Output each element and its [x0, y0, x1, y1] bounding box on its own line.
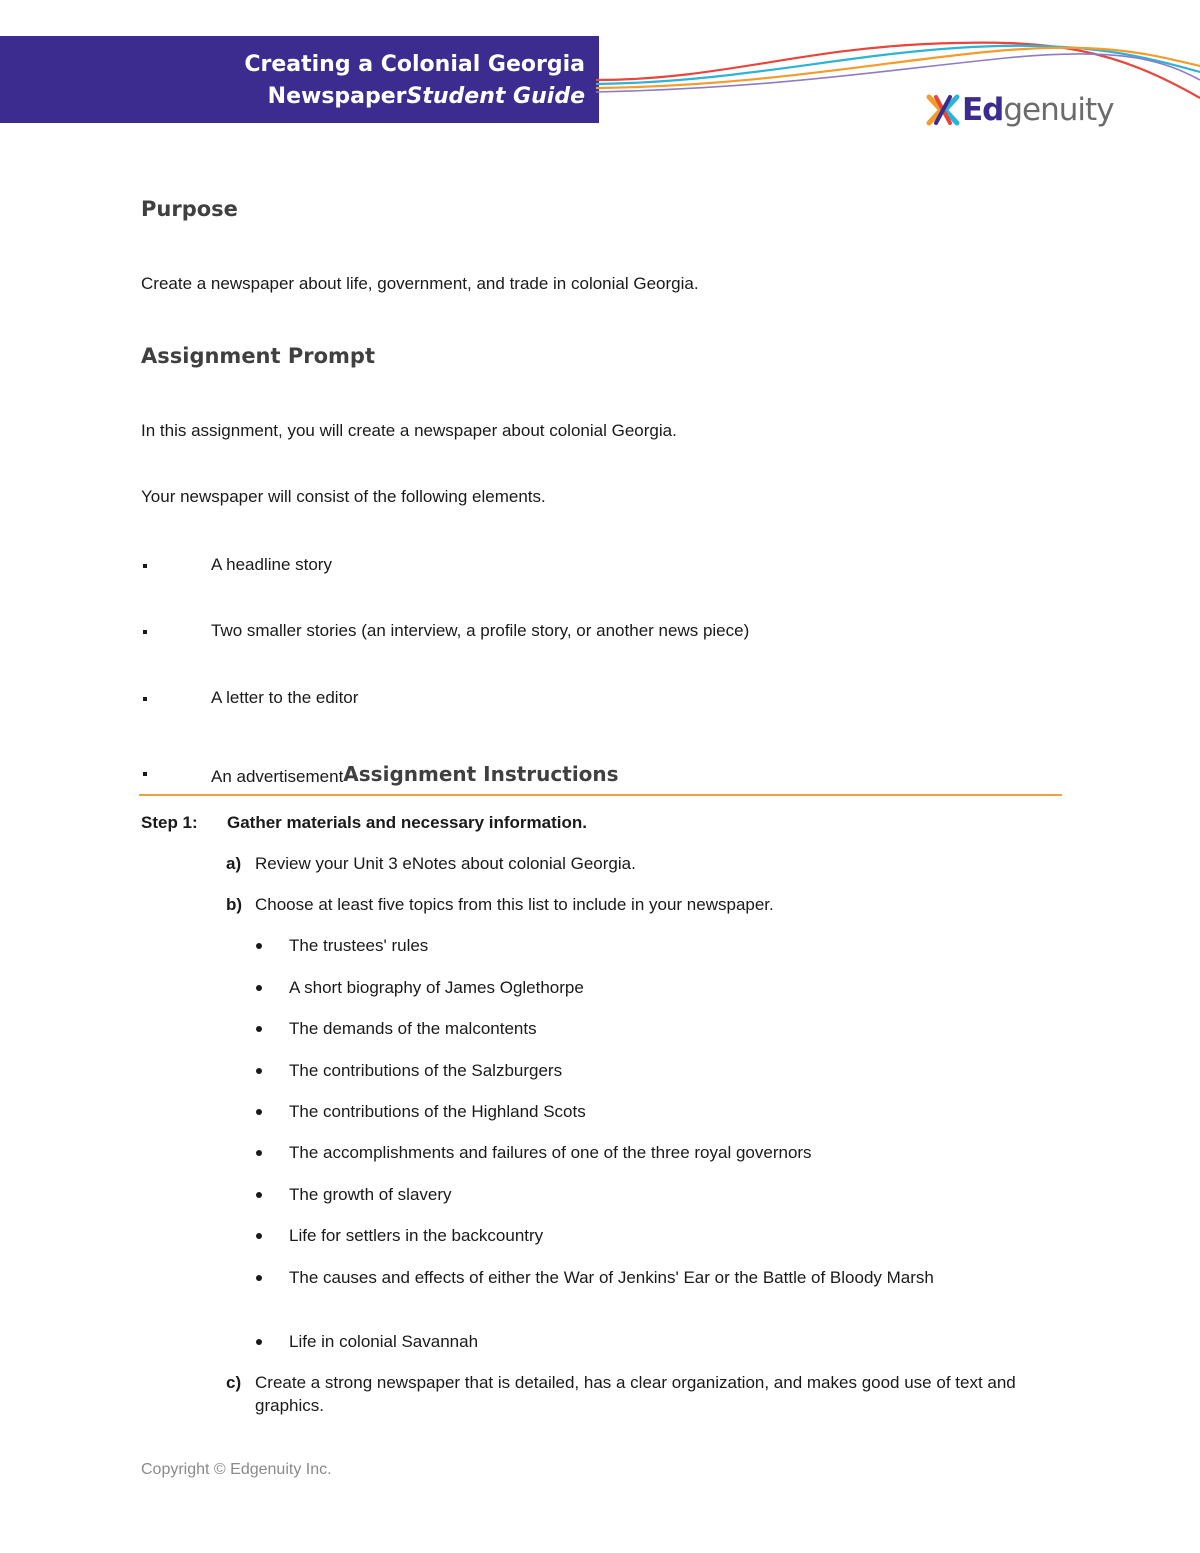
sub-item-text: Choose at least five topics from this list to include in your newspaper. [255, 895, 774, 914]
topic-text: The growth of slavery [289, 1185, 452, 1204]
bullet-icon [256, 1150, 262, 1156]
square-bullet-icon [143, 697, 147, 701]
title-line-1: Creating a Colonial Georgia [244, 52, 585, 77]
prompt-intro: In this assignment, you will create a newspaper about colonial Georgia. [141, 421, 677, 440]
element-text: A letter to the editor [211, 688, 359, 707]
element-text: Two smaller stories (an interview, a profile story, or another news piece) [211, 621, 750, 640]
sub-item-label: b) [226, 895, 243, 914]
step-title: Gather materials and necessary information. [227, 813, 587, 832]
step-label: Step 1: [141, 813, 198, 832]
instructions-heading: Assignment Instructions [343, 762, 619, 786]
square-bullet-icon [143, 772, 147, 776]
bullet-icon [256, 1339, 262, 1345]
bullet-icon [256, 1192, 262, 1198]
topic-text: The contributions of the Highland Scots [289, 1102, 586, 1121]
section-divider [139, 794, 1062, 796]
topic-text: The contributions of the Salzburgers [289, 1061, 563, 1080]
element-text: A headline story [211, 555, 332, 574]
wave-purple [596, 54, 1200, 92]
title-line-2 [244, 81, 585, 113]
prompt-heading: Assignment Prompt [141, 344, 375, 368]
step-sub-item-b [226, 893, 1076, 916]
square-bullet-icon [143, 630, 147, 634]
bullet-icon [256, 985, 262, 991]
topic-text: Life in colonial Savannah [289, 1332, 479, 1351]
topic-text: A short biography of James Oglethorpe [289, 978, 584, 997]
bullet-icon [256, 1068, 262, 1074]
logo-wordmark [962, 88, 1114, 132]
header-band [0, 36, 599, 123]
edgenuity-logo [926, 88, 1114, 132]
topic-text: The trustees' rules [289, 936, 429, 955]
prompt-lead: Your newspaper will consist of the following elements. [141, 487, 546, 506]
step-sub-item-a [226, 852, 1076, 875]
purpose-heading: Purpose [141, 197, 238, 221]
topic-text: The demands of the malcontents [289, 1019, 537, 1038]
element-text: An advertisement [211, 767, 344, 786]
title-student-guide: Student Guide [406, 84, 585, 109]
bullet-icon [256, 1275, 262, 1281]
edgenuity-x-icon [926, 93, 960, 127]
sub-item-text: Create a strong newspaper that is detailed, has a clear organization, and makes good use of text and graphics. [255, 1373, 1016, 1415]
wave-blue [596, 46, 1200, 84]
footer-copyright: Copyright © Edgenuity Inc. [141, 1461, 332, 1478]
step-sub-item-c [226, 1371, 1076, 1415]
sub-item-label: c) [226, 1373, 242, 1392]
topic-text: The accomplishments and failures of one of the three royal governors [289, 1143, 812, 1162]
bullet-icon [256, 1026, 262, 1032]
step-1 [141, 813, 587, 833]
logo-ed: Ed [962, 92, 1004, 128]
bullet-icon [256, 1233, 262, 1239]
topic-text: The causes and effects of either the War of Jenkins' Ear or the Battle of Bloody Marsh [289, 1268, 934, 1287]
bullet-icon [256, 1109, 262, 1115]
document-title [244, 49, 585, 113]
purpose-text: Create a newspaper about life, government, and trade in colonial Georgia. [141, 274, 699, 293]
bullet-icon [256, 943, 262, 949]
square-bullet-icon [143, 564, 147, 568]
title-newspaper: Newspaper [267, 84, 407, 109]
topic-text: Life for settlers in the backcountry [289, 1226, 544, 1245]
sub-item-text: Review your Unit 3 eNotes about colonial Georgia. [255, 854, 636, 873]
sub-item-label: a) [226, 854, 242, 873]
logo-genuity: genuity [1003, 92, 1114, 128]
